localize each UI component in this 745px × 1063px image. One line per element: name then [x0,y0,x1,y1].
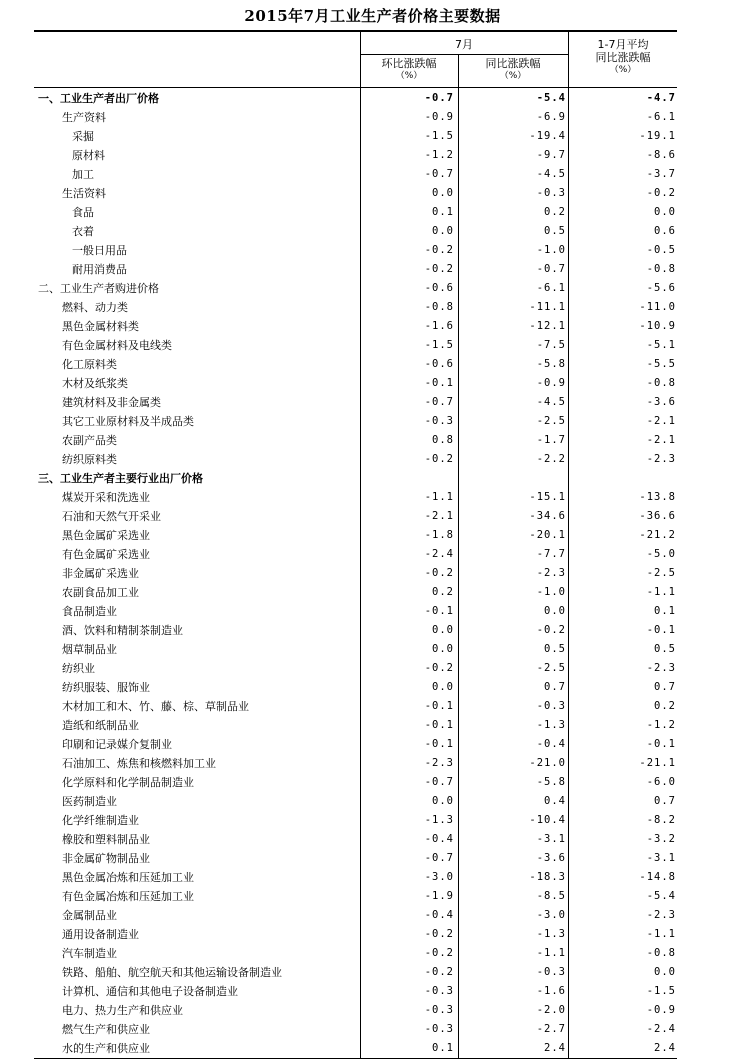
row-label: 有色金属矿采选业 [62,548,150,561]
row-label: 化学纤维制造业 [62,814,139,827]
ytd-value: -0.8 [646,947,676,959]
ytd-value: -2.3 [646,662,676,674]
yoy-value: 0.2 [544,206,566,218]
mom-value: -0.7 [424,776,454,788]
row-label: 加工 [72,168,94,181]
yoy-value: -1.3 [536,719,566,731]
mom-value: -0.4 [424,833,454,845]
header-mom [360,57,458,83]
ytd-value: -5.1 [646,339,676,351]
table-row [0,507,745,526]
row-label: 纺织服装、服饰业 [62,681,150,694]
yoy-value: -2.2 [536,453,566,465]
yoy-value: -5.8 [536,776,566,788]
table-row [0,545,745,564]
yoy-value: -7.7 [536,548,566,560]
yoy-value: -2.5 [536,415,566,427]
table-row [0,1001,745,1020]
table-row [0,564,745,583]
mom-value: -0.2 [424,928,454,940]
table-row [0,602,745,621]
row-label: 水的生产和供应业 [62,1042,150,1055]
row-label: 纺织业 [62,662,95,675]
ytd-value: -2.4 [646,1023,676,1035]
row-label: 石油和天然气开采业 [62,510,161,523]
mom-value: -0.3 [424,1023,454,1035]
yoy-value: -34.6 [529,510,566,522]
mom-value: -0.1 [424,700,454,712]
table-row [0,355,745,374]
mom-value: -0.7 [424,396,454,408]
mom-value: -2.4 [424,548,454,560]
mom-value: -3.0 [424,871,454,883]
yoy-value: -11.1 [529,301,566,313]
ytd-value: -3.1 [646,852,676,864]
mom-value: 0.0 [432,643,454,655]
yoy-value: 0.5 [544,225,566,237]
mom-value: -0.9 [424,111,454,123]
mom-value: -0.2 [424,453,454,465]
ytd-value: -5.6 [646,282,676,294]
mom-value: -1.1 [424,491,454,503]
table-row [0,754,745,773]
ytd-value: 0.7 [654,681,676,693]
table-row [0,241,745,260]
yoy-value: -4.5 [536,396,566,408]
row-label: 铁路、船舶、航空航天和其他运输设备制造业 [62,966,282,979]
table-top-rule [34,30,677,32]
ytd-value: 0.7 [654,795,676,807]
row-label: 建筑材料及非金属类 [62,396,161,409]
header-mid-rule [360,54,568,55]
mom-value: -0.4 [424,909,454,921]
page-title: 2015年7月工业生产者价格主要数据 [244,7,501,25]
row-label: 采掘 [72,130,94,143]
mom-value: -0.2 [424,244,454,256]
table-row [0,469,745,488]
yoy-value: -1.6 [536,985,566,997]
mom-value: 0.0 [432,681,454,693]
ytd-value: -0.9 [646,1004,676,1016]
header-month: 7月 [455,38,473,51]
table-row [0,1020,745,1039]
yoy-value: 0.5 [544,643,566,655]
yoy-value: -1.7 [536,434,566,446]
row-label: 一、工业生产者出厂价格 [38,92,159,105]
table-row [0,963,745,982]
ytd-value: 0.5 [654,643,676,655]
mom-value: -1.6 [424,320,454,332]
mom-value: -0.1 [424,605,454,617]
table-row [0,792,745,811]
row-label: 计算机、通信和其他电子设备制造业 [62,985,238,998]
row-label: 通用设备制造业 [62,928,139,941]
table-row [0,488,745,507]
table-row [0,374,745,393]
table-row [0,412,745,431]
yoy-value: -3.1 [536,833,566,845]
table-row [0,640,745,659]
table-row [0,184,745,203]
yoy-value: -0.3 [536,187,566,199]
mom-value: 0.1 [432,1042,454,1054]
yoy-value: 0.4 [544,795,566,807]
ytd-value: 2.4 [654,1042,676,1054]
row-label: 石油加工、炼焦和核燃料加工业 [62,757,216,770]
mom-value: -0.7 [424,92,454,104]
table-row [0,336,745,355]
ytd-value: -5.5 [646,358,676,370]
mom-value: -0.1 [424,719,454,731]
yoy-value: -2.5 [536,662,566,674]
row-label: 燃气生产和供应业 [62,1023,150,1036]
row-label: 原材料 [72,149,105,162]
row-label: 燃料、动力类 [62,301,128,314]
yoy-value: -0.3 [536,966,566,978]
yoy-value: -3.0 [536,909,566,921]
table-row [0,925,745,944]
mom-value: -2.3 [424,757,454,769]
mom-value: 0.2 [432,586,454,598]
yoy-value: -2.3 [536,567,566,579]
row-label: 金属制品业 [62,909,117,922]
ytd-value: -1.1 [646,586,676,598]
mom-value: -1.2 [424,149,454,161]
row-label: 木材加工和木、竹、藤、棕、草制品业 [62,700,249,713]
yoy-value: 0.0 [544,605,566,617]
row-label: 化工原料类 [62,358,117,371]
mom-value: -1.5 [424,130,454,142]
table-row [0,298,745,317]
table-row [0,849,745,868]
row-label: 黑色金属材料类 [62,320,139,333]
header-bottom-rule [34,87,677,88]
row-label: 非金属矿采选业 [62,567,139,580]
yoy-value: -6.1 [536,282,566,294]
table-row [0,830,745,849]
mom-value: -0.1 [424,738,454,750]
table-row [0,108,745,127]
row-label: 耐用消费品 [72,263,127,276]
row-label: 非金属矿物制品业 [62,852,150,865]
ytd-value: -1.2 [646,719,676,731]
yoy-value: -15.1 [529,491,566,503]
yoy-value: -0.3 [536,700,566,712]
yoy-value: -9.7 [536,149,566,161]
mom-value: -1.3 [424,814,454,826]
table-row [0,944,745,963]
ytd-value: -2.5 [646,567,676,579]
mom-value: 0.0 [432,225,454,237]
header-ytd-unit: （%） [609,65,637,75]
mom-value: 0.0 [432,624,454,636]
ytd-value: -8.2 [646,814,676,826]
yoy-value: -6.9 [536,111,566,123]
yoy-value: -8.5 [536,890,566,902]
mom-value: -0.3 [424,985,454,997]
ytd-value: 0.1 [654,605,676,617]
yoy-value: -5.8 [536,358,566,370]
ytd-value: 0.2 [654,700,676,712]
ytd-value: -13.8 [639,491,676,503]
header-mom-label: 环比涨跌幅 [381,57,437,70]
header-ytd-line2: 同比涨跌幅 [595,51,651,64]
table-row [0,678,745,697]
header-yoy-label: 同比涨跌幅 [485,57,541,70]
ytd-value: -14.8 [639,871,676,883]
ytd-value: -0.5 [646,244,676,256]
mom-value: -0.2 [424,947,454,959]
table-row [0,621,745,640]
ytd-value: -19.1 [639,130,676,142]
mom-value: -1.8 [424,529,454,541]
row-label: 有色金属冶炼和压延加工业 [62,890,194,903]
yoy-value: -0.4 [536,738,566,750]
table-row [0,906,745,925]
table-row [0,393,745,412]
table-bottom-rule [34,1058,677,1059]
ytd-value: -3.6 [646,396,676,408]
row-label: 其它工业原材料及半成品类 [62,415,194,428]
row-label: 二、工业生产者购进价格 [38,282,159,295]
mom-value: -0.1 [424,377,454,389]
row-label: 煤炭开采和洗选业 [62,491,150,504]
ytd-value: -2.3 [646,453,676,465]
row-label: 食品 [72,206,94,219]
yoy-value: 0.7 [544,681,566,693]
row-label: 农副产品类 [62,434,117,447]
row-label: 木材及纸浆类 [62,377,128,390]
table-row [0,811,745,830]
row-label: 衣着 [72,225,94,238]
table-row [0,222,745,241]
yoy-value: -3.6 [536,852,566,864]
ytd-value: -2.3 [646,909,676,921]
table-row [0,773,745,792]
table-row [0,431,745,450]
ytd-value: -5.0 [646,548,676,560]
ytd-value: -3.7 [646,168,676,180]
ytd-value: -0.8 [646,377,676,389]
row-label: 生产资料 [62,111,106,124]
header-ytd [568,38,678,77]
yoy-value: -21.0 [529,757,566,769]
yoy-value: -18.3 [529,871,566,883]
mom-value: 0.8 [432,434,454,446]
table-row [0,203,745,222]
ytd-value: -21.1 [639,757,676,769]
mom-value: 0.0 [432,795,454,807]
ytd-value: -10.9 [639,320,676,332]
mom-value: -0.3 [424,415,454,427]
yoy-value: -0.9 [536,377,566,389]
mom-value: -2.1 [424,510,454,522]
mom-value: -0.2 [424,662,454,674]
row-label: 黑色金属矿采选业 [62,529,150,542]
yoy-value: -7.5 [536,339,566,351]
row-label: 有色金属材料及电线类 [62,339,172,352]
ytd-value: -2.1 [646,415,676,427]
yoy-value: -1.3 [536,928,566,940]
mom-value: -0.3 [424,1004,454,1016]
row-label: 三、工业生产者主要行业出厂价格 [38,472,203,485]
ytd-value: -0.1 [646,624,676,636]
row-label: 一般日用品 [72,244,127,257]
row-label: 生活资料 [62,187,106,200]
mom-value: -1.5 [424,339,454,351]
row-label: 农副食品加工业 [62,586,139,599]
table-row [0,165,745,184]
yoy-value: -5.4 [536,92,566,104]
table-row [0,127,745,146]
row-label: 汽车制造业 [62,947,117,960]
yoy-value: -19.4 [529,130,566,142]
mom-value: -1.9 [424,890,454,902]
table-row [0,583,745,602]
yoy-value: -1.0 [536,586,566,598]
table-row [0,982,745,1001]
yoy-value: -0.7 [536,263,566,275]
yoy-value: -2.0 [536,1004,566,1016]
ytd-value: -2.1 [646,434,676,446]
row-label: 食品制造业 [62,605,117,618]
ytd-value: -6.1 [646,111,676,123]
yoy-value: -1.1 [536,947,566,959]
ytd-value: -0.1 [646,738,676,750]
yoy-value: -20.1 [529,529,566,541]
table-row [0,146,745,165]
yoy-value: 2.4 [544,1042,566,1054]
ytd-value: 0.6 [654,225,676,237]
ytd-value: -3.2 [646,833,676,845]
row-label: 橡胶和塑料制品业 [62,833,150,846]
mom-value: 0.1 [432,206,454,218]
mom-value: -0.7 [424,168,454,180]
table-row [0,735,745,754]
yoy-value: -4.5 [536,168,566,180]
ytd-value: -8.6 [646,149,676,161]
row-label: 酒、饮料和精制茶制造业 [62,624,183,637]
table-row [0,697,745,716]
header-yoy [458,57,568,83]
row-label: 黑色金属冶炼和压延加工业 [62,871,194,884]
table-row [0,887,745,906]
yoy-value: -2.7 [536,1023,566,1035]
table-body [0,89,745,1058]
table-row [0,279,745,298]
ytd-value: -0.2 [646,187,676,199]
row-label: 纺织原料类 [62,453,117,466]
ytd-value: -36.6 [639,510,676,522]
row-label: 印刷和记录媒介复制业 [62,738,172,751]
mom-value: -0.6 [424,358,454,370]
ytd-value: -21.2 [639,529,676,541]
table-row [0,526,745,545]
mom-value: -0.2 [424,966,454,978]
yoy-value: -0.2 [536,624,566,636]
ytd-value: -0.8 [646,263,676,275]
ytd-value: -11.0 [639,301,676,313]
ytd-value: -1.1 [646,928,676,940]
ytd-value: -6.0 [646,776,676,788]
yoy-value: -1.0 [536,244,566,256]
header-ytd-line1: 1-7月平均 [597,38,649,51]
mom-value: 0.0 [432,187,454,199]
mom-value: -0.2 [424,263,454,275]
table-row [0,450,745,469]
table-row [0,317,745,336]
row-label: 造纸和纸制品业 [62,719,139,732]
table-row [0,659,745,678]
table-row [0,716,745,735]
table-row [0,1039,745,1058]
ytd-value: 0.0 [654,206,676,218]
row-label: 医药制造业 [62,795,117,808]
mom-value: -0.2 [424,567,454,579]
table-row [0,260,745,279]
ytd-value: -5.4 [646,890,676,902]
mom-value: -0.8 [424,301,454,313]
table-row [0,89,745,108]
mom-value: -0.7 [424,852,454,864]
row-label: 电力、热力生产和供应业 [62,1004,183,1017]
mom-value: -0.6 [424,282,454,294]
ytd-value: -1.5 [646,985,676,997]
row-label: 化学原料和化学制品制造业 [62,776,194,789]
header-yoy-unit: （%） [499,71,527,81]
header-mom-unit: （%） [395,71,423,81]
ytd-value: -4.7 [646,92,676,104]
yoy-value: -10.4 [529,814,566,826]
row-label: 烟草制品业 [62,643,117,656]
yoy-value: -12.1 [529,320,566,332]
table-row [0,868,745,887]
ytd-value: 0.0 [654,966,676,978]
